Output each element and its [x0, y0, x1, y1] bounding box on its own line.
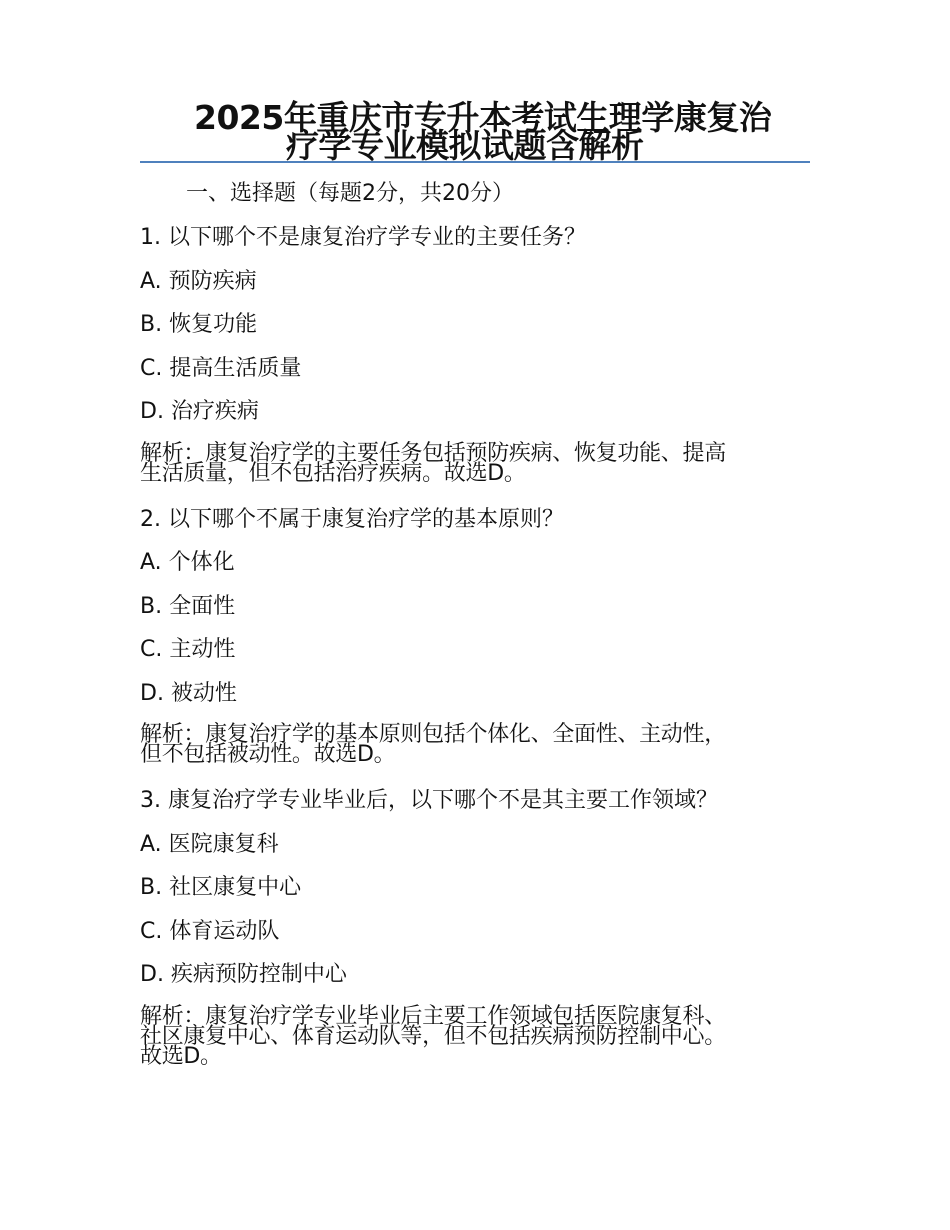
option-a: A. 医院康复科: [140, 831, 279, 857]
title-divider: [140, 161, 810, 163]
question-stem: 1. 以下哪个不是康复治疗学专业的主要任务？: [140, 225, 586, 250]
option-a: A. 预防疾病: [140, 268, 257, 294]
question-stem: 3. 康复治疗学专业毕业后，以下哪个不是其主要工作领域？: [140, 788, 718, 813]
explanation: [140, 440, 812, 484]
explanation: [140, 721, 812, 765]
question-2: [140, 504, 812, 766]
document-title: [140, 98, 810, 165]
question-1: [140, 222, 812, 484]
option-a: A. 个体化: [140, 550, 235, 575]
explanation-line: 故选D。: [140, 1043, 222, 1069]
explanation-line: 生活质量，但不包括治疗疾病。故选D。: [140, 460, 526, 486]
option-b: B. 全面性: [140, 593, 236, 619]
title-line-2: 疗学专业模拟试题含解析: [286, 126, 644, 165]
explanation-line: 解析：康复治疗学的基本原则包括个体化、全面性、主动性，: [140, 722, 726, 747]
explanation-line: 社区康复中心、体育运动队等，但不包括疾病预防控制中心。: [140, 1023, 726, 1049]
explanation-line: 但不包括被动性。故选D。: [140, 742, 396, 767]
option-d: D. 治疗疾病: [140, 399, 259, 424]
explanation-line: 解析：康复治疗学的主要任务包括预防疾病、恢复功能、提高: [140, 440, 726, 466]
explanation-line: 解析：康复治疗学专业毕业后主要工作领域包括医院康复科、: [140, 1003, 726, 1029]
option-d: D. 疾病预防控制中心: [140, 962, 347, 987]
option-b: B. 社区康复中心: [140, 875, 302, 900]
questions-list: [140, 222, 812, 1087]
section-heading: 一、选择题（每题2分，共20分）: [186, 181, 514, 206]
option-c: C. 体育运动队: [140, 918, 280, 944]
option-b: B. 恢复功能: [140, 312, 258, 337]
option-c: C. 主动性: [140, 637, 236, 662]
question-stem: 2. 以下哪个不属于康复治疗学的基本原则？: [140, 506, 564, 532]
title-line-1: 2025年重庆市专升本考试生理学康复治: [194, 98, 772, 137]
explanation: [140, 1003, 812, 1067]
option-c: C. 提高生活质量: [140, 355, 302, 381]
option-d: D. 被动性: [140, 680, 237, 706]
question-3: [140, 785, 812, 1067]
